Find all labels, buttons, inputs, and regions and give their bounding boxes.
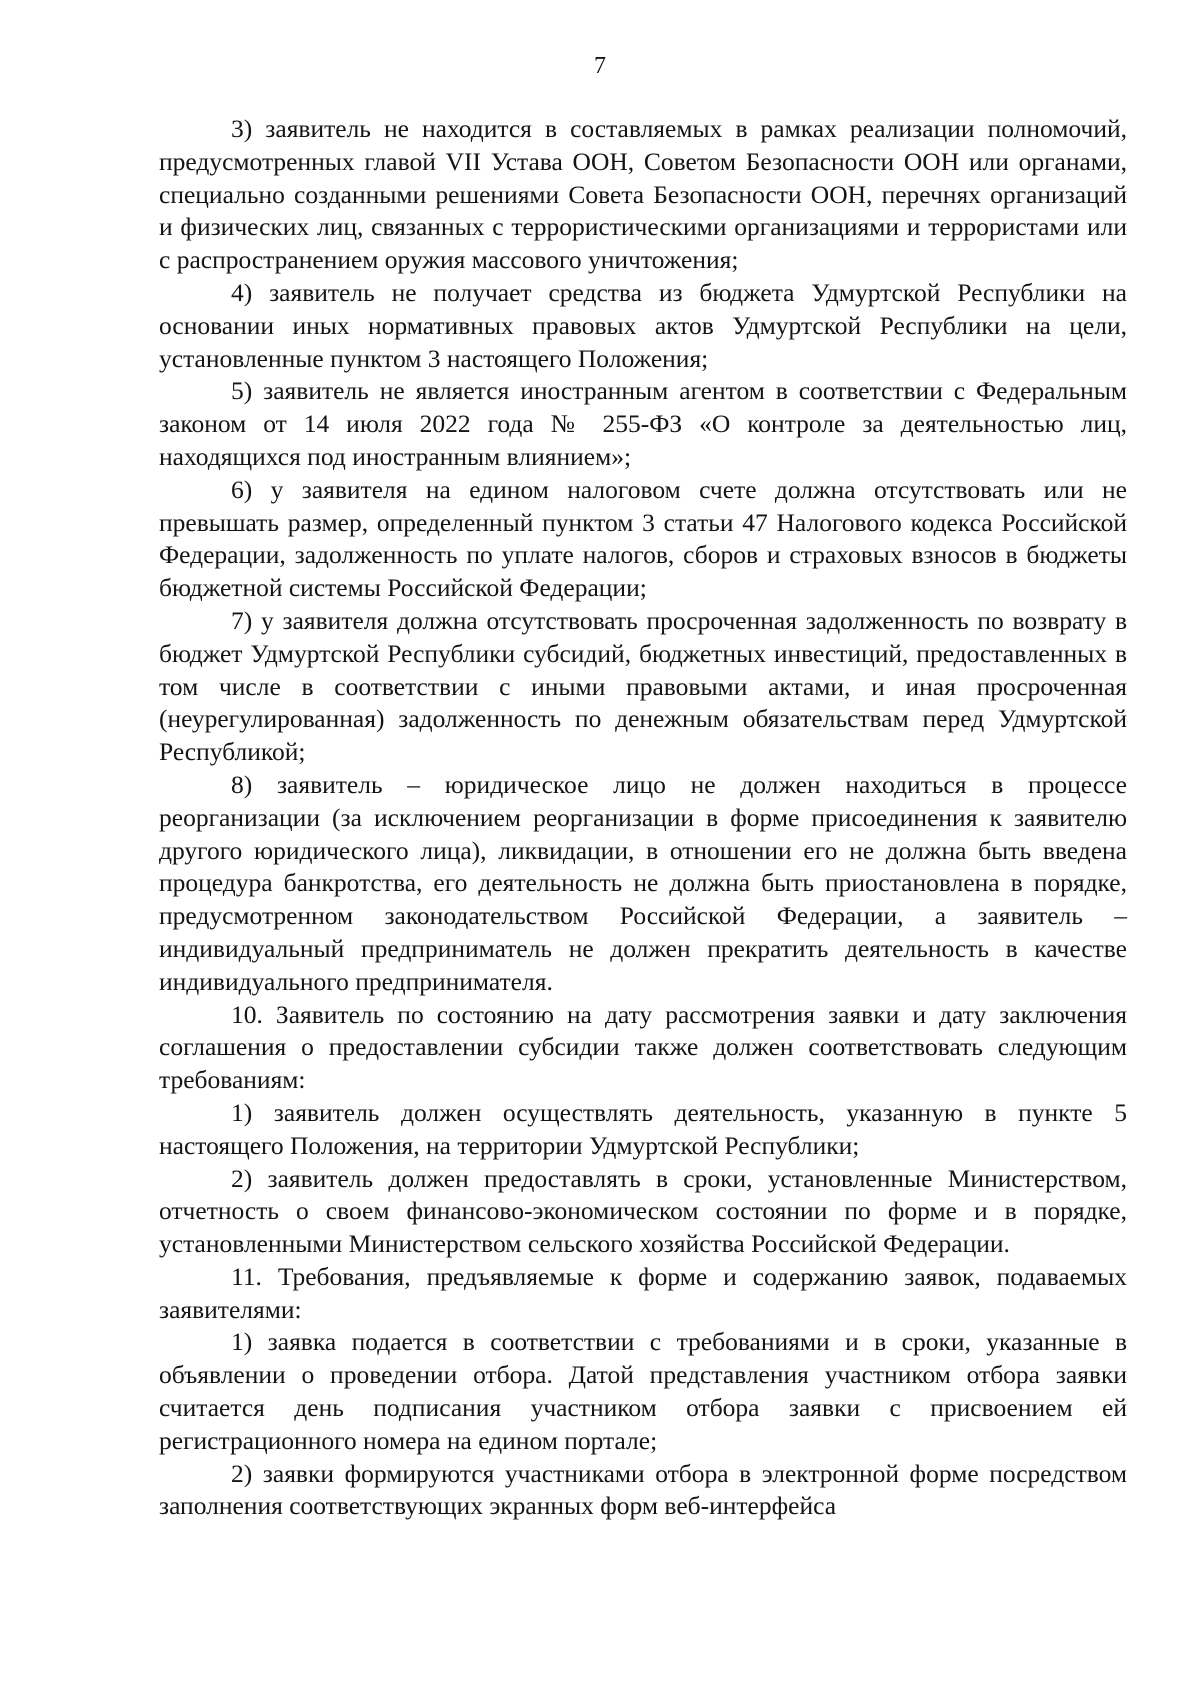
paragraph-clause-11-item-1: 1) заявка подается в соответствии с требованиями и в сроки, указанные в объявлении о проведении отбора. Датой представления участником отбора заявки считается день подписания участником отбора заявки с присвоением ей регистрационного номера на едином портале; [159,1327,1127,1455]
paragraph-clause-11-item-2: 2) заявки формируются участниками отбора в электронной форме посредством заполнения соответствующих экранных форм веб-интерфейса [159,1458,1127,1521]
paragraph-clause-10-item-2: 2) заявитель должен предоставлять в сроки, установленные Министерством, отчетность о своем финансово-экономическом состоянии по форме и в порядке, установленными Министерством сельского хозяйства Российской Федерации. [159,1163,1127,1259]
paragraph-item-4: 4) заявитель не получает средства из бюджета Удмуртской Республики на основании иных нормативных правовых актов Удмуртской Республики на цели, установленные пунктом 3 настоящего Положения; [159,277,1127,373]
paragraph-item-7: 7) у заявителя должна отсутствовать просроченная задолженность по возврату в бюджет Удмуртской Республики субсидий, бюджетных инвестиций, предоставленных в том числе в соответствии с иными правовыми актами, и иная просроченная (неурегулированная) задолженность по денежным обязательствам перед Удмуртской Республикой; [159,605,1127,767]
paragraph-clause-10-item-1: 1) заявитель должен осуществлять деятельность, указанную в пункте 5 настоящего Положения, на территории Удмуртской Республики; [159,1097,1127,1160]
paragraph-item-3: 3) заявитель не находится в составляемых в рамках реализации полномочий, предусмотренных главой VII Устава ООН, Советом Безопасности ООН или органами, специально созданными решениями Совета Безопасности ООН, перечнях организаций и физических лиц, связанных с террористическими организациями и террористами или с распространением оружия массового уничтожения; [159,114,1127,275]
paragraph-item-8: 8) заявитель – юридическое лицо не должен находиться в процессе реорганизации (за исключением реорганизации в форме присоединения к заявителю другого юридического лица), ликвидации, в отношении его не должна быть введена процедура банкротства, его деятельность не должна быть приостановлена в порядке, предусмотренном законодательством Российской Федерации, а заявитель – индивидуальный предприниматель не должен прекратить деятельность в качестве индивидуального предпринимателя. [159,769,1127,996]
document-body [159,113,1127,1523]
paragraph-clause-11: 11. Требования, предъявляемые к форме и содержанию заявок, подаваемых заявителями: [159,1261,1127,1324]
paragraph-item-6: 6) у заявителя на едином налоговом счете должна отсутствовать или не превышать размер, определенный пунктом 3 статьи 47 Налогового кодекса Российской Федерации, задолженность по уплате налогов, сборов и страховых взносов в бюджеты бюджетной системы Российской Федерации; [159,474,1127,603]
paragraph-clause-10: 10. Заявитель по состоянию на дату рассмотрения заявки и дату заключения соглашения о предоставлении субсидии также должен соответствовать следующим требованиям: [159,999,1127,1095]
paragraph-item-5: 5) заявитель не является иностранным агентом в соответствии с Федеральным законом от 14 июля 2022 года № 255-ФЗ «О контроле за деятельностью лиц, находящихся под иностранным влиянием»; [159,376,1127,471]
page-number: 7 [594,53,606,79]
